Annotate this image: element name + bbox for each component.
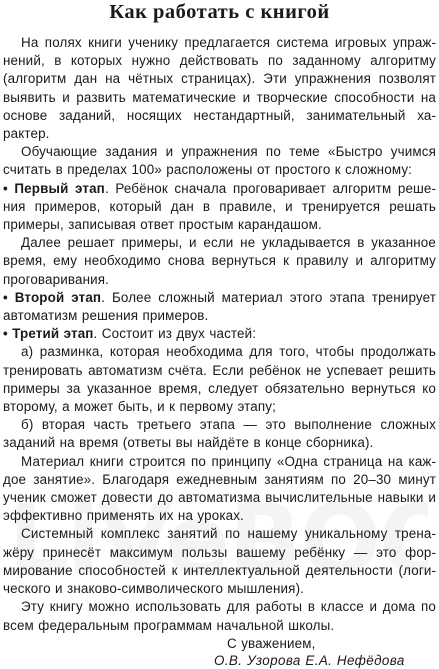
stage-three-text: . Состоит из двух частей: xyxy=(93,326,257,342)
paragraph-part-a: а) разминка, которая необходима для того, чтобы продолжать тренировать автоматизм счёта. Если ребёнок не успевает решить примеры за указанное время, следует обязательно вернуться ко второму, а может быть, и к первому этапу; xyxy=(3,344,436,415)
stage-two-label: Второй этап xyxy=(14,289,102,305)
bullet-marker: • xyxy=(3,289,8,305)
page-body xyxy=(3,34,436,669)
stage-one-label: Первый этап xyxy=(14,180,105,196)
paragraph-tasks-order: Обучающие задания и упражнения по теме «Быстро учимся считать в пределах 100» расположены от простого к сложному: xyxy=(3,144,436,178)
paragraph-part-b: б) вторая часть третьего этапа — это выполнение сложных заданий на время (ответы вы найдёте в конце сборника). xyxy=(3,417,436,451)
paragraph-repeat: Далее решает примеры, и если не укладывается в указанное время, ему необходимо снова вернуться к правилу и алгоритму проговаривания. xyxy=(3,235,436,287)
signature-block xyxy=(3,635,436,669)
paragraph-stage-one xyxy=(3,180,436,235)
paragraph-stage-two xyxy=(3,289,436,325)
signature-greeting: С уважением, xyxy=(227,635,316,651)
signature-authors: О.В. Узорова Е.А. Нефёдова xyxy=(214,652,405,668)
stage-one-text: . Ребёнок сначала проговаривает алгоритм решения примеров, который дан в правиле, и тренируется решать примеры, записывая ответ простым карандашом. xyxy=(3,180,437,233)
stage-two-text: . Более сложный материал этого этапа тренирует автоматизм решения примеров. xyxy=(3,289,437,324)
paragraph-stage-three xyxy=(3,325,436,343)
page-title: Как работать с книгой xyxy=(109,1,330,23)
paragraph-usage: Эту книгу можно использовать для работы в классе и дома по всем федеральным программам начальной школы. xyxy=(3,599,436,633)
stage-three-label: Третий этап xyxy=(12,326,94,342)
bullet-marker: • xyxy=(3,326,8,342)
paragraph-principle: Материал книги строится по принципу «Одна страница на каждое занятие». Благодаря ежедневным занятиям по 20–30 минут ученик сможет довести до автоматизма вычислительные навыки и эффективно применять их на уроках. xyxy=(3,453,436,524)
paragraph-system: Системный комплекс занятий по нашему уникальному тренажёру принесёт максимум пользы вашему ребёнку — это формирование способностей к интеллектуальной деятельности (логического и знаково-символического мышления). xyxy=(3,526,436,597)
paragraph-intro: На полях книги ученику предлагается система игровых упражнений, в которых нужно действовать по заданному алгоритму (алгоритм дан на чётных страницах). Эти упражнения позволят выявить и развить математические и творческие способности на основе заданий, носящих нестандартный, занимательный характер. xyxy=(3,35,436,142)
bullet-marker: • xyxy=(3,180,8,196)
